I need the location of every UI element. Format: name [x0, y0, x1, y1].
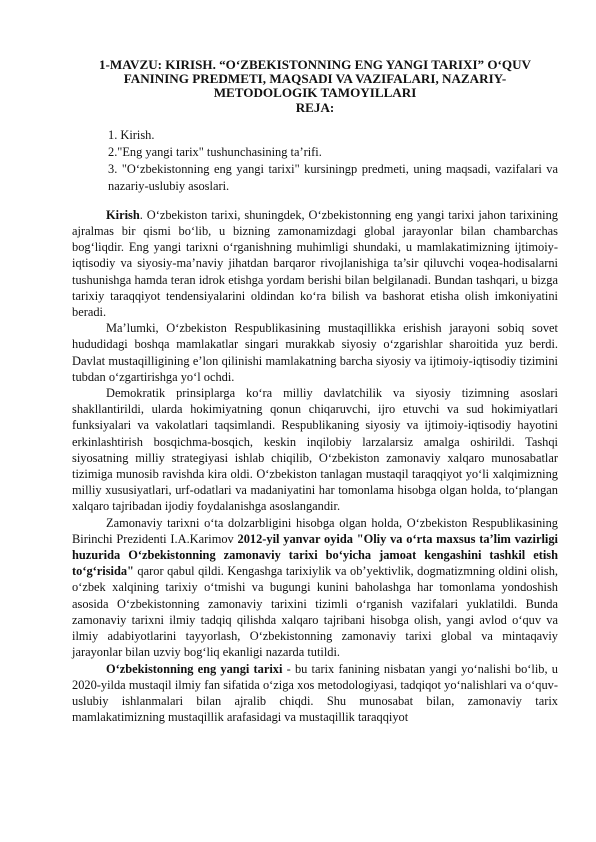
- paragraph-lead-bold: Kirish: [106, 207, 140, 222]
- paragraph-text: qaror qabul qildi. Kengashga tarixiylik va ob’yektivlik, dogmatizmning oldini olish, o‘zbek xalqining tarixiy o‘tmishi va bugungi kunini baholashga har tomonlama yondoshish asosida O‘zbekistonning zamonaviy tarixini tizimli o‘rganish vazifalari yuklatildi. Bunda zamonaviy tarixni ilmiy tadqiq qilishda xalqaro tajribani hisobga olish, yangi avlod o‘quv va ilmiy adabiyotlarini tayyorlash, O‘zbekistonning zamonaviy tarixi global va mintaqaviy jarayonlar bilan uzviy bog‘liq ekanligi nazarda tutildi.: [72, 564, 558, 660]
- paragraph-modern-history: [72, 515, 558, 661]
- paragraph-democratic-principles: Demokratik prinsiplarga ko‘ra milliy davlatchilik va siyosiy tizimning asoslari shakllantirildi, ularda hokimiyatning qonun chiqaruvchi, ijro etuvchi va sud hokimiyatlari funksiyalari va vakolatlari taqsimlandi. Respublikaning siyosiy va ijtimoiy-iqtisodiy hayotini erkinlashtirish bosqichma-bosqich, keskin inqilobiy larzalarsiz amalga oshirildi. Tashqi siyosatning milliy strategiyasi ishlab chiqilib, O‘zbekiston zamonaviy xalqaro munosabatlar tizimiga munosib ravishda kira oldi. O‘zbekiston tanlagan mustaqil taraqqiyot yo‘li xalqimizning milliy xususiyatlari, urf-odatlari va madaniyatini har tomonlama hisobga olgan holda, to‘plangan xalqaro tajribadan ijodiy foydalanishga asoslangandir.: [72, 386, 558, 514]
- paragraph-text: Zamonaviy tarixni o‘ta dolzarbligini hisobga olgan holda, O‘zbekiston Respublikasining Birinchi Prezidenti I.A.Karimov: [72, 515, 558, 546]
- paragraph-newest-history: [72, 661, 558, 726]
- plan-item: 3. "O‘zbekistonning eng yangi tarixi" kursiningp predmeti, uning maqsadi, vazifalari va nazariy-uslubiy asoslari.: [108, 161, 558, 193]
- paragraph-bold-decree: 2012-yil yanvar oyida "Oliy va o‘rta maxsus ta’lim vazirligi huzurida O‘zbekistonning zamonaviy tarixi bo‘yicha jamoat kengashini tashkil etish to‘g‘risida": [72, 531, 558, 579]
- paragraph-independence: Ma’lumki, O‘zbekiston Respublikasining mustaqillikka erishish jarayoni sobiq sovet hududidagi boshqa mamlakatlar singari murakkab siyosiy o‘zgarishlar sharoitida yuz berdi. Davlat mustaqilligining e’lon qilinishi mamlakatning barcha siyosiy va ijtimoiy-iqtisodiy tizimini tubdan o‘zgartirishga yo‘l ochdi.: [72, 321, 558, 384]
- paragraph-text: - bu tarix fanining nisbatan yangi yo‘nalishi bo‘lib, u 2020-yilda mustaqil ilmiy fan sifatida o‘ziga xos metodologiyasi, tadqiqot yo‘nalishlari va o‘quv-uslubiy ishlanmalari bilan ajralib chiqdi. Shu munosabat bilan, zamonaviy tarix mamlakatimizning mustaqillik arafasidagi va mustaqillik taraqqiyot: [72, 661, 558, 725]
- plan-heading: REJA:: [295, 99, 335, 115]
- document-title: 1-MAVZU: KIRISH. “O‘ZBEKISTONNING ENG YANGI TARIXI” O‘QUV FANINING PREDMETI, MAQSADI VA VAZIFALARI, NAZARIY-METODOLOGIK TAMOYILLARI: [98, 57, 532, 101]
- paragraph-text: . O‘zbekiston tarixi, shuningdek, O‘zbekistonning eng yangi tarixi jahon tarixining ajralmas bir qismi bo‘lib, u bizning zamonamizdagi global jarayonlar bilan chambarchas bog‘liqdir. Eng yangi tarixni o‘rganishning muhimligi shundaki, u mamlakatimizning ijtimoiy-iqtisodiy va siyosiy-ma’naviy jihatdan barqaror rivojlanishiga ta’sir qiluvchi voqea-hodisalarni tushunishga hamda teran idrok etishga yordam berishi bilan belgilanadi. Bundan tashqari, u bizga tarixiy taraqqiyot tendensiyalarini oldindan ko‘ra bilish va bashorat etisha olish imkoniyatini beradi.: [72, 207, 558, 320]
- paragraph-introduction: [72, 207, 558, 320]
- plan-item: 2."Eng yangi tarix" tushunchasining ta’rifi.: [108, 144, 322, 159]
- plan-item: 1. Kirish.: [108, 127, 155, 142]
- plan-list: [108, 127, 558, 195]
- paragraph-lead-bold: O‘zbekistonning eng yangi tarixi: [106, 661, 283, 676]
- document-page: [72, 58, 558, 725]
